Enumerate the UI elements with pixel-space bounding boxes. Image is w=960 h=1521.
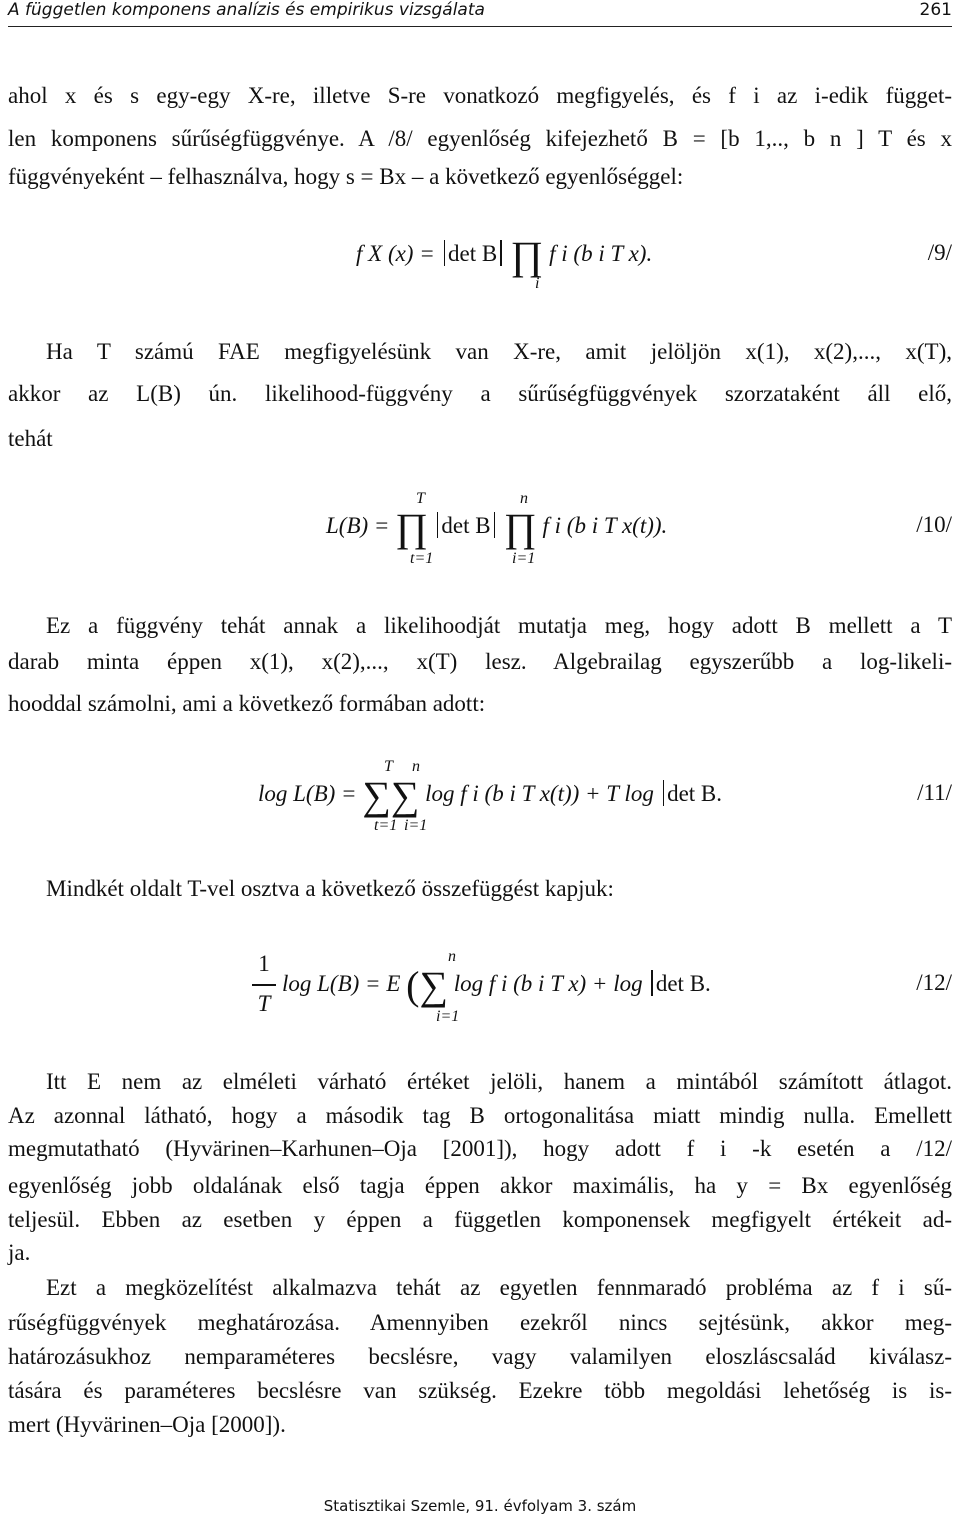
sum-upper: n — [448, 948, 456, 965]
text-line: mert (Hyvärinen–Oja [2000]). — [8, 1412, 286, 1437]
page-number: 261 — [919, 0, 952, 20]
sum-lower: i=1 — [404, 817, 428, 834]
determinant: det B. — [667, 781, 723, 806]
product-lower: i=1 — [512, 550, 536, 567]
equation-body: f i (b i T x). — [549, 241, 653, 266]
text-line: darab minta éppen x(1), x(2),..., x(T) lesz. Algebrailag egyszerűbb a log-likeli- — [8, 649, 952, 674]
product-upper: n — [520, 490, 528, 507]
product-upper: T — [416, 490, 425, 507]
text-line: Ez a függvény tehát annak a likelihoodját mutatja meg, hogy adott B mellett a T — [46, 613, 952, 638]
equation-body: log f i (b i T x(t)) + T log — [425, 781, 654, 806]
text-line: ja. — [8, 1240, 31, 1265]
text-line: len komponens sűrűségfüggvénye. A /8/ egyenlőség kifejezhető B = [b 1,.., b n ] T és x — [8, 126, 952, 151]
running-header — [8, 0, 952, 27]
fraction-denominator: T — [257, 991, 271, 1016]
sum-lower: t=1 — [374, 817, 398, 834]
text-line: teljesül. Ebben az esetben y éppen a független komponensek megfigyelt értékeit ad- — [8, 1207, 952, 1232]
text-line: hooddal számolni, ami a következő formában adott: — [8, 691, 486, 716]
equation-11: log L(B) = ∑∑ log f i (b i T x(t)) + T log det B. — [258, 773, 723, 818]
sum-upper: n — [412, 758, 420, 775]
determinant: det B — [448, 241, 498, 266]
text-line: egyenlőség jobb oldalának első tagja éppen akkor maximális, ha y = Bx egyenlőség — [8, 1173, 952, 1198]
product-index: i — [535, 275, 540, 292]
equation-lhs: log L(B) = — [258, 781, 357, 806]
text-line: ahol x és s egy-egy X-re, illetve S-re vonatkozó megfigyelés, és f i az i-edik függet- — [8, 83, 952, 108]
text-line: határozásukhoz nemparaméteres becslésre, vagy valamilyen eloszláscsalád kiválasz- — [8, 1344, 952, 1369]
text-line: Mindkét oldalt T-vel osztva a következő összefüggést kapjuk: — [46, 876, 614, 901]
determinant: det B. — [655, 971, 711, 996]
text-line: Ha T számú FAE megfigyelésünk van X-re, amit jelöljön x(1), x(2),..., x(T), — [46, 339, 952, 364]
text-line: Itt E nem az elméleti várható értéket jelöli, hanem a mintából számított átlagot. — [46, 1069, 952, 1094]
determinant: det B — [441, 513, 491, 538]
equation-body: log f i (b i T x) + log — [453, 971, 643, 996]
sum-upper: T — [384, 758, 393, 775]
fraction-bar — [252, 984, 276, 986]
text-line: Ezt a megközelítést alkalmazva tehát az egyetlen fennmaradó probléma az f i sű- — [46, 1275, 952, 1300]
equation-10: L(B) = ∏ det B ∏ f i (b i T x(t)). — [326, 505, 668, 550]
equation-lhs: L(B) = — [326, 513, 390, 538]
equation-lhs: f X (x) = — [356, 241, 435, 266]
fraction-numerator: 1 — [258, 951, 270, 976]
text-line: függvényeként – felhasználva, hogy s = Bx – a következő egyenlőséggel: — [8, 164, 684, 189]
running-footer: Statisztikai Szemle, 91. évfolyam 3. szám — [323, 1497, 637, 1515]
equation-number: /12/ — [916, 970, 952, 995]
equation-lhs: log L(B) = E — [282, 971, 401, 996]
text-line: rűségfüggvények meghatározása. Amennyiben ezekről nincs sejtésünk, akkor meg- — [8, 1310, 952, 1335]
product-lower: t=1 — [410, 550, 434, 567]
text-line: Az azonnal látható, hogy a második tag B ortogonalitása miatt mindig nulla. Emellett — [8, 1103, 952, 1128]
equation-number: /9/ — [927, 240, 952, 265]
sum-lower: i=1 — [436, 1008, 460, 1025]
equation-9: f X (x) = det B ∏ f i (b i T x). — [356, 233, 653, 278]
equation-number: /11/ — [917, 780, 952, 805]
running-title: A független komponens analízis és empirikus vizsgálata — [8, 0, 485, 20]
equation-body: f i (b i T x(t)). — [542, 513, 668, 538]
text-line: akkor az L(B) ún. likelihood-függvény a sűrűségfüggvények szorzataként áll elő, — [8, 381, 952, 406]
equation-12: log L(B) = E (∑ log f i (b i T x) + log det B. — [282, 963, 711, 1008]
text-line: tására és paraméteres becslésre van szükség. Ezekre több megoldási lehetőség is is- — [8, 1378, 952, 1403]
equation-number: /10/ — [916, 512, 952, 537]
text-line: tehát — [8, 426, 53, 451]
text-line: megmutatható (Hyvärinen–Karhunen–Oja [2001]), hogy adott f i -k esetén a /12/ — [8, 1136, 952, 1161]
